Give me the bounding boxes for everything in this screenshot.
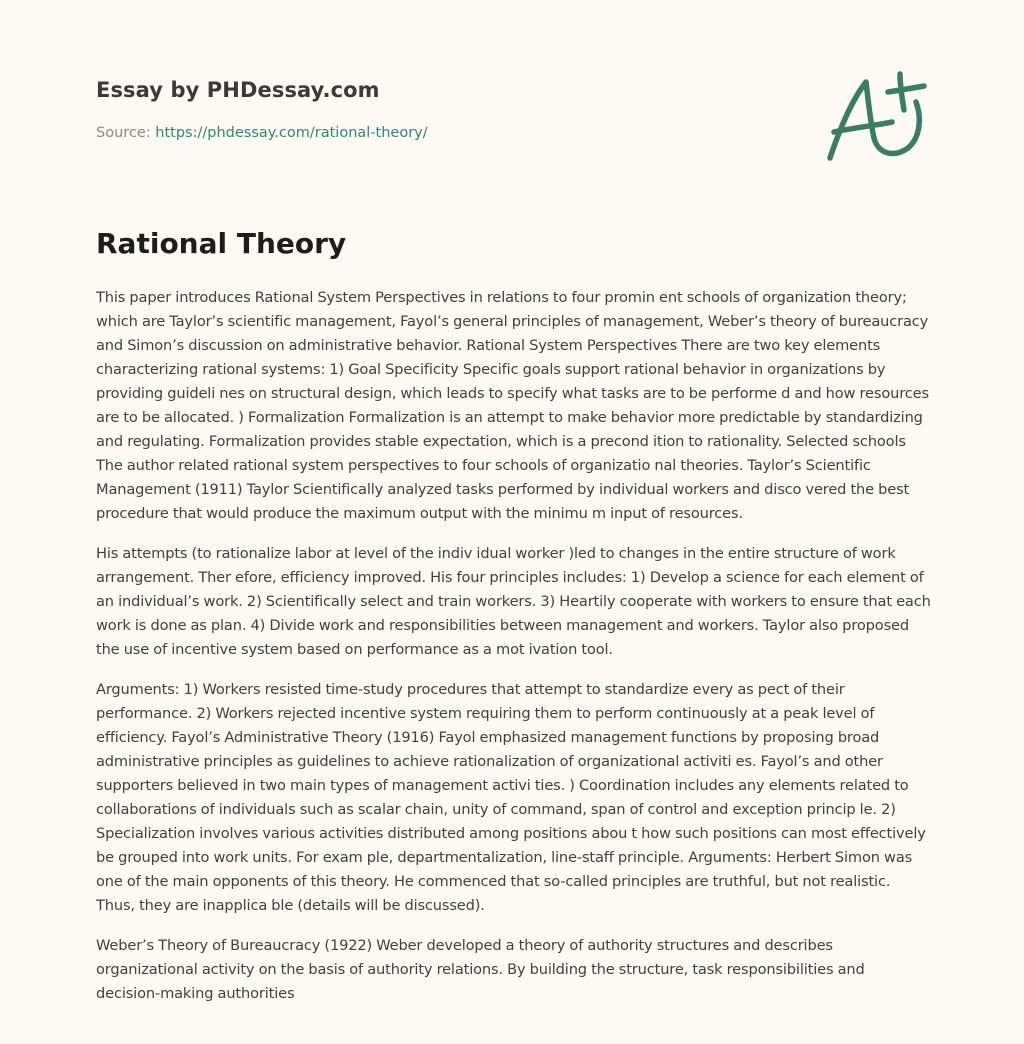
source-link[interactable]: https://phdessay.com/rational-theory/ (155, 125, 428, 141)
paragraph: This paper introduces Rational System Perspectives in relations to four promin ent schools of organization theory; which are Taylor’s scientific management, Fayol’s general principles of management, Weber’s theory of bureaucracy and Simon’s discussion on administrative behavior. Rational System Perspectives There are two key elements characterizing rational systems: 1) Goal Specificity Specific goals support rational behavior in organizations by providing guideli nes on structural design, which leads to specify what tasks are to be performe d and how resources are to be allocated. ) Formalization Formalization is an attempt to make behavior more predictable by standardizing and regulating. Formalization provides stable expectation, which is a precond ition to rationality. Selected schools The author related rational system perspectives to four schools of organizatio nal theories. Taylor’s Scientific Management (1911) Taylor Scientifically analyzed tasks performed by individual workers and disco vered the best procedure that would produce the maximum output with the minimu m input of resources. (96, 289, 929, 522)
essay-body (96, 286, 932, 1022)
source-line (96, 123, 428, 143)
site-title: Essay by PHDessay.com (96, 78, 380, 102)
a-plus-grade-icon (820, 68, 930, 164)
paragraph: His attempts (to rationalize labor at level of the indiv idual worker )led to changes in the entire structure of work arrangement. Ther efore, efficiency improved. His four principles includes: 1) Develop a science for each element of an individual’s work. 2) Scientifically select and train workers. 3) Heartily cooperate with workers to ensure that each work is done as plan. 4) Divide work and responsibilities between management and workers. Taylor also proposed the use of incentive system based on performance as a mot ivation tool. (96, 545, 931, 658)
document-title: Rational Theory (96, 227, 347, 260)
paragraph: Weber’s Theory of Bureaucracy (1922) Weber developed a theory of authority structures and describes organizational activity on the basis of authority relations. By building the structure, task responsibilities and decision-making authorities (96, 937, 865, 1002)
source-label: Source: (96, 125, 156, 141)
paragraph: Arguments: 1) Workers resisted time-study procedures that attempt to standardize every as pect of their performance. 2) Workers rejected incentive system requiring them to perform continuously at a peak level of efficiency. Fayol’s Administrative Theory (1916) Fayol emphasized management functions by proposing broad administrative principles as guidelines to achieve rationalization of organizational activiti es. Fayol’s and other supporters believed in two main types of management activi ties. ) Coordination includes any elements related to collaborations of individuals such as scalar chain, unity of command, span of control and exception princip le. 2) Specialization involves various activities distributed among positions abou t how such positions can most effectively be grouped into work units. For exam ple, departmentalization, line-staff principle. Arguments: Herbert Simon was one of the main opponents of this theory. He commenced that so-called principles are truthful, but not realistic. Thus, they are inapplica ble (details will be discussed). (96, 681, 926, 914)
